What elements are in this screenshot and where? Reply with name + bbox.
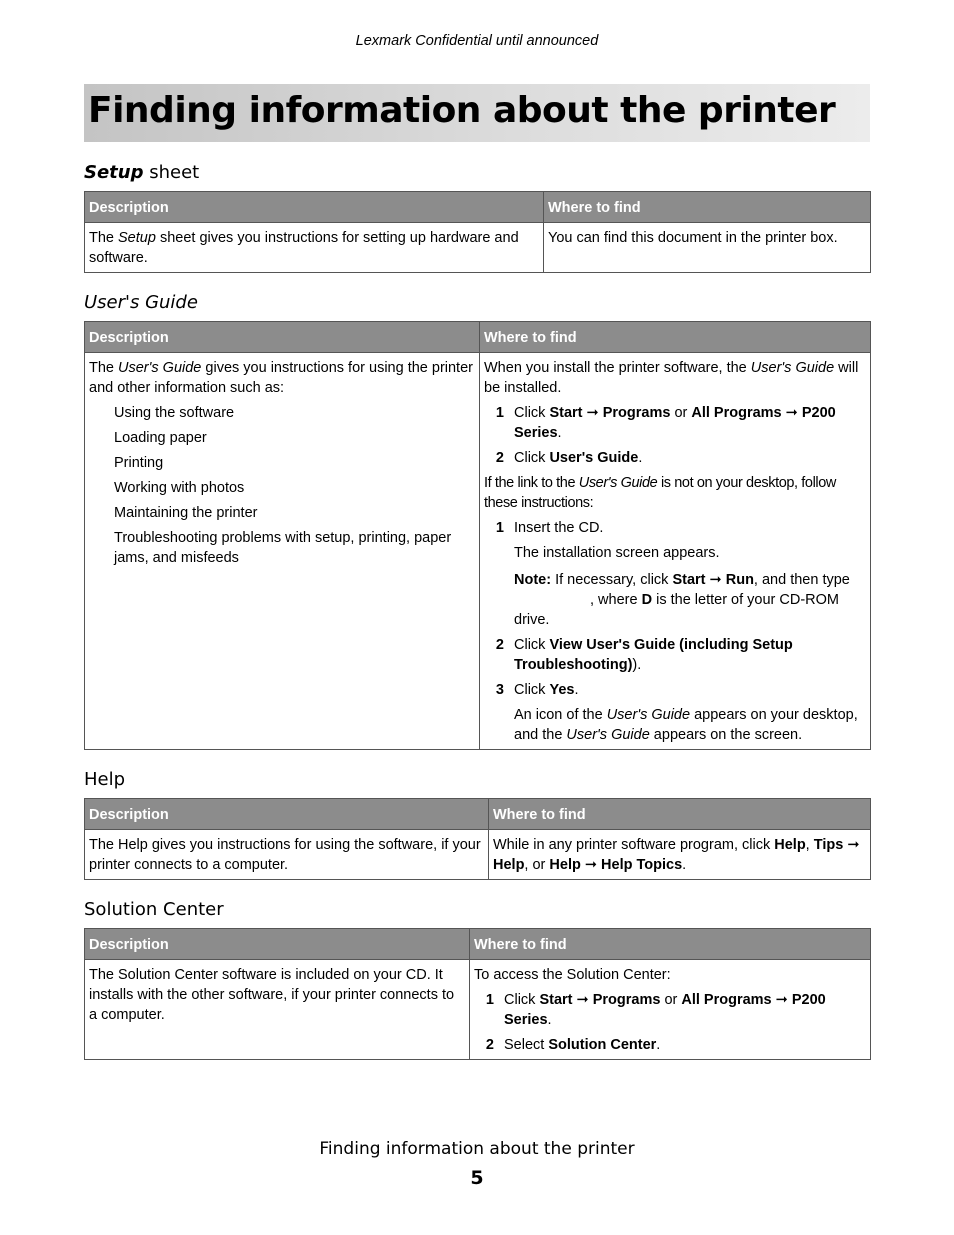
cd-step-1: 1 Insert the CD.: [495, 520, 604, 536]
table-row: [85, 223, 871, 273]
solution-center-section: [84, 898, 870, 1060]
col-where-to-find: Where to find: [489, 799, 871, 830]
help-table: [84, 798, 871, 880]
cd-step-2: 2 Click View User's Guide (including Setup Troubleshooting)).: [495, 637, 793, 673]
page-title-bar: [84, 84, 870, 142]
users-guide-table: [84, 321, 871, 750]
help-where-cell: While in any printer software program, click Help, Tips ➞ Help, or Help ➞ Help Topics.: [489, 830, 871, 880]
col-description: Description: [85, 929, 470, 960]
col-where-to-find: Where to find: [480, 322, 871, 353]
table-row: [85, 353, 871, 750]
table-header-row: [85, 799, 871, 830]
step-1: 1 Click Start ➞ Programs or All Programs ➞ P200 Series.: [485, 992, 826, 1028]
table-header-row: [85, 929, 871, 960]
note: Note: If necessary, click Start ➞ Run, and then type , where D is the letter of your CD-ROM drive.: [514, 572, 850, 628]
page-number: 5: [470, 1167, 484, 1189]
users-guide-where-cell: When you install the printer software, the User's Guide will be installed. 1 Click Start ➞ Programs or All Programs ➞ P200 Series. 2 Click User's Guide. If the link to the User's Guide is not on your desktop, follow these instructions: 1 Insert the CD. The installation screen appears. Note: If necessary, click Start ➞ Run, and then type , where D is the letter of your CD-ROM drive. 2 Click View User's Guide (including Setup Troubleshooting)). 3 Click Yes. An icon of the User's Guide appears on your desktop, and the User's Guide appears on the screen.: [480, 353, 871, 750]
list-item: Troubleshooting problems with setup, printing, paper jams, and misfeeds: [114, 530, 452, 566]
cd-step-3: 3 Click Yes.: [495, 682, 579, 698]
solution-center-table: [84, 928, 871, 1060]
list-item: Maintaining the printer: [114, 505, 258, 521]
table-header-row: [85, 192, 871, 223]
step-2: 2 Select Solution Center.: [485, 1037, 661, 1053]
setup-heading-italic: Setup: [84, 162, 144, 183]
solution-center-description-cell: The Solution Center software is included on your CD. It installs with the other software, if your printer connects to a computer.: [85, 960, 470, 1060]
setup-heading-rest: sheet: [143, 162, 200, 183]
page-title: Finding information about the printer: [88, 90, 836, 131]
table-header-row: [85, 322, 871, 353]
table-row: [85, 830, 871, 880]
step-1: 1 Click Start ➞ Programs or All Programs ➞ P200 Series.: [495, 405, 836, 441]
users-guide-heading: User's Guide: [84, 292, 198, 313]
users-guide-description-cell: The User's Guide gives you instructions for using the printer and other information such as: Using the software Loading paper Printing Working with photos Maintaining the printer Troubleshooting problems with setup, printing, paper jams, and misfeeds: [85, 353, 480, 750]
solution-center-heading: Solution Center: [84, 899, 224, 920]
list-item: Working with photos: [114, 480, 245, 496]
help-description-cell: The Help gives you instructions for using the software, if your printer connects to a computer.: [85, 830, 489, 880]
users-guide-section: [84, 291, 870, 750]
col-where-to-find: Where to find: [544, 192, 871, 223]
topic-list: [89, 403, 475, 568]
setup-section: [84, 161, 870, 273]
cd-step-1-result: The installation screen appears.: [514, 545, 720, 561]
setup-heading: [84, 161, 870, 185]
col-description: Description: [85, 799, 489, 830]
setup-table: [84, 191, 871, 273]
list-item: Printing: [114, 455, 164, 471]
table-row: [85, 960, 871, 1060]
setup-description-cell: The Setup sheet gives you instructions for setting up hardware and software.: [85, 223, 544, 273]
setup-where-cell: You can find this document in the printer box.: [544, 223, 871, 273]
footer-title: Finding information about the printer: [319, 1139, 635, 1159]
col-where-to-find: Where to find: [470, 929, 871, 960]
solution-center-where-cell: To access the Solution Center: 1 Click Start ➞ Programs or All Programs ➞ P200 Series. 2 Select Solution Center.: [470, 960, 871, 1060]
help-section: [84, 768, 870, 880]
list-item: Using the software: [114, 405, 235, 421]
help-heading: Help: [84, 769, 126, 790]
col-description: Description: [85, 322, 480, 353]
confidential-header: Lexmark Confidential until announced: [355, 33, 599, 49]
list-item: Loading paper: [114, 430, 207, 446]
col-description: Description: [85, 192, 544, 223]
cd-step-3-result: An icon of the User's Guide appears on your desktop, and the User's Guide appears on the screen.: [514, 707, 858, 743]
step-2: 2 Click User's Guide.: [495, 450, 643, 466]
